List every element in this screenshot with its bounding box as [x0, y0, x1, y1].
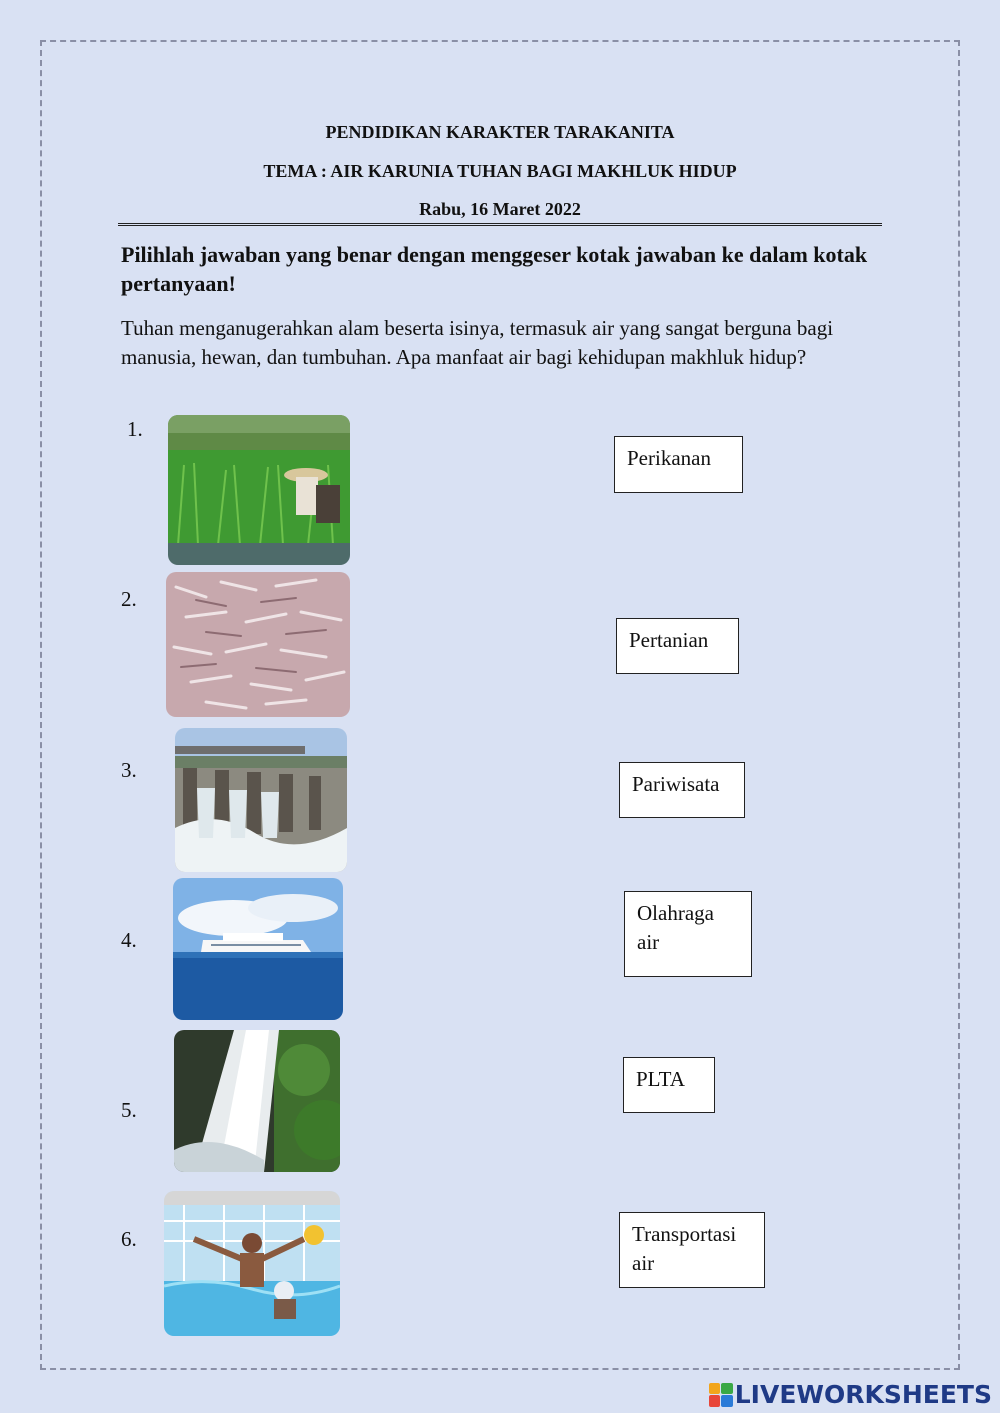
question-paragraph: Tuhan menganugerahkan alam beserta isinya, termasuk air yang sangat berguna bagi manusia, hewan, dan tumbuhan. Apa manfaat air bagi kehidupan makhluk hidup? [121, 316, 834, 369]
question-number: 5. [121, 1098, 137, 1122]
question-number: 6. [121, 1227, 137, 1251]
answer-box[interactable]: Transportasi air [619, 1212, 765, 1288]
liveworksheets-logo-icon [709, 1383, 733, 1407]
answer-box[interactable]: Pertanian [616, 618, 739, 674]
fish-pond-image [166, 572, 350, 717]
question-number: 4. [121, 928, 137, 952]
rice-field-image [168, 415, 350, 565]
theme-title: TEMA : AIR KARUNIA TUHAN BAGI MAKHLUK HIDUP [263, 161, 737, 181]
question-number: 1. [127, 417, 143, 441]
answer-box[interactable]: Pariwisata [619, 762, 745, 818]
liveworksheets-logo[interactable] [709, 1380, 992, 1409]
brand-name: LIVEWORKSHEETS [734, 1380, 992, 1409]
cruise-ship-image [173, 878, 343, 1020]
answer-box[interactable]: PLTA [623, 1057, 715, 1113]
instruction-text: Pilihlah jawaban yang benar dengan menggeser kotak jawaban ke dalam kotak pertanyaan! [121, 242, 868, 296]
water-polo-image [164, 1191, 340, 1336]
waterfall-image [174, 1030, 340, 1172]
date-label: Rabu, 16 Maret 2022 [419, 199, 581, 219]
dam-image [175, 728, 347, 872]
question-number: 3. [121, 758, 137, 782]
answer-box[interactable]: Perikanan [614, 436, 743, 493]
school-title: PENDIDIKAN KARAKTER TARAKANITA [325, 122, 675, 142]
answer-box[interactable]: Olahraga air [624, 891, 752, 977]
header-divider [118, 223, 882, 229]
question-number: 2. [121, 587, 137, 611]
